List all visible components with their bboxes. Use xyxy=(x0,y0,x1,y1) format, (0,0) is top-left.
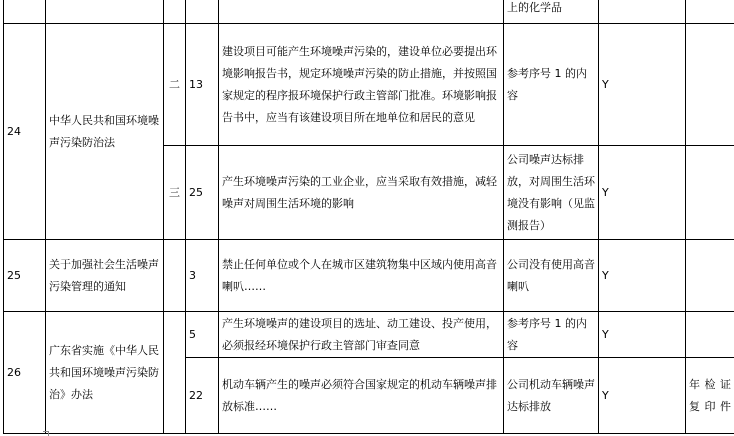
requirement-cell: 建设项目可能产生环境噪声污染的，建设单位必要提出环境影响报告书，规定环境噪声污染的防止措施，并按照国家规定的程序报环境保护行政主管部门批准。环境影响报告书中，应当有该建设项目所在地单位和居民的意见 xyxy=(219,24,504,146)
requirement-cell: 产生环境噪声的建设项目的选址、动工建设、投产使用，必须报经环境保护行政主管部门审查同意 xyxy=(219,312,504,358)
law-cell xyxy=(46,0,164,24)
status-cell: 参考序号 1 的内容 xyxy=(504,312,599,358)
requirement-cell: 机动车辆产生的噪声必须符合国家规定的机动车辆噪声排放标准…… xyxy=(219,358,504,434)
compliance-cell: Y xyxy=(599,312,686,358)
chapter-cell xyxy=(164,312,186,434)
law-cell: 中华人民共和国环境噪声污染防治法 xyxy=(46,24,164,240)
table-row xyxy=(4,0,734,24)
note-cell xyxy=(686,24,734,146)
status-cell: 公司没有使用高音喇叭 xyxy=(504,240,599,312)
law-cell: 关于加强社会生活噪声污染管理的通知 xyxy=(46,240,164,312)
number-cell xyxy=(4,0,46,24)
requirement-cell: 禁止任何单位或个人在城市区建筑物集中区域内使用高音喇叭…… xyxy=(219,240,504,312)
requirement-cell xyxy=(219,0,504,24)
table-row xyxy=(4,24,734,146)
table-row xyxy=(4,312,734,358)
note-cell: 年检证复印件 xyxy=(686,358,734,434)
article-cell: 5 xyxy=(186,312,219,358)
status-cell: 公司噪声达标排放，对周围生活环境没有影响（见监测报告） xyxy=(504,146,599,240)
article-cell: 13 xyxy=(186,24,219,146)
table-row xyxy=(4,240,734,312)
note-cell xyxy=(686,240,734,312)
chapter-cell xyxy=(164,0,186,24)
compliance-cell: Y xyxy=(599,146,686,240)
chapter-cell: 三 xyxy=(164,146,186,240)
status-cell: 参考序号 1 的内容 xyxy=(504,24,599,146)
requirement-cell: 产生环境噪声污染的工业企业，应当采取有效措施，减轻噪声对周围生活环境的影响 xyxy=(219,146,504,240)
article-cell: 25 xyxy=(186,146,219,240)
chapter-cell: 二 xyxy=(164,24,186,146)
number-cell: 26 xyxy=(4,312,46,434)
article-cell xyxy=(186,0,219,24)
note-cell xyxy=(686,0,734,24)
law-cell: 广东省实施《中华人民共和国环境噪声污染防治》办法 xyxy=(46,312,164,434)
number-cell: 24 xyxy=(4,24,46,240)
article-cell: 3 xyxy=(186,240,219,312)
note-cell xyxy=(686,146,734,240)
status-cell: 上的化学品 xyxy=(504,0,599,24)
corner-mark xyxy=(43,431,49,436)
article-cell: 22 xyxy=(186,358,219,434)
note-cell xyxy=(686,312,734,358)
regulation-table xyxy=(3,0,734,434)
compliance-cell: Y xyxy=(599,24,686,146)
compliance-cell: Y xyxy=(599,240,686,312)
compliance-cell xyxy=(599,0,686,24)
status-cell: 公司机动车辆噪声达标排放 xyxy=(504,358,599,434)
chapter-cell xyxy=(164,240,186,312)
compliance-cell: Y xyxy=(599,358,686,434)
number-cell: 25 xyxy=(4,240,46,312)
